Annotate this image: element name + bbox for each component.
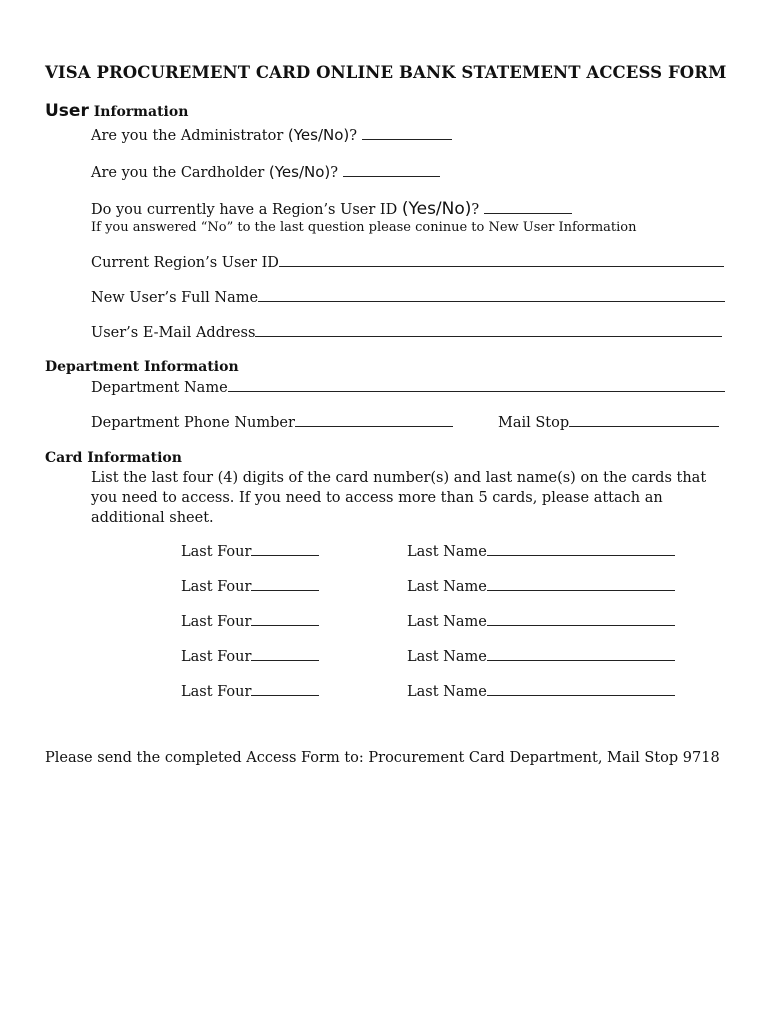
user-section-title-first: User [45,101,89,121]
admin-question-suffix: ? [349,128,362,144]
dept-name-field[interactable] [228,379,725,392]
current-user-id-field[interactable] [279,254,724,267]
cardholder-question [91,163,440,181]
region-question [91,199,572,219]
last-four-label: Last Four [181,544,252,560]
last-name-label: Last Name [407,649,487,665]
card-section-title: Card Information [45,450,182,466]
cardholder-question-text: Are you the Cardholder [91,165,269,181]
admin-question-text: Are you the Administrator [91,128,288,144]
card-row [181,648,319,665]
card-row [181,543,319,560]
last-name-field[interactable] [487,578,675,591]
current-user-id-row [91,254,724,271]
dept-name-row [91,379,725,396]
last-four-label: Last Four [181,579,252,595]
region-note: If you answered “No” to the last question please coninue to New User Information [91,220,637,235]
dept-phone-row [91,414,453,431]
card-row [181,613,319,630]
last-name-label: Last Name [407,579,487,595]
cardholder-answer-field[interactable] [343,164,440,177]
admin-yesno: (Yes/No) [287,126,350,144]
mail-stop-label: Mail Stop [498,415,570,431]
last-name-field[interactable] [487,613,675,626]
card-row [407,578,675,595]
last-name-label: Last Name [407,614,487,630]
card-row [181,683,319,700]
last-name-field[interactable] [487,648,675,661]
full-name-label: New User’s Full Name [91,290,259,306]
email-row [91,324,722,341]
user-section-title-rest: Information [88,104,189,120]
region-answer-field[interactable] [484,201,572,214]
last-four-field[interactable] [251,683,319,696]
last-four-field[interactable] [251,578,319,591]
mail-stop-row [498,414,719,431]
admin-answer-field[interactable] [362,127,452,140]
card-row [181,578,319,595]
last-four-field[interactable] [251,543,319,556]
card-row [407,543,675,560]
email-label: User’s E-Mail Address [91,325,256,341]
card-instructions: List the last four (4) digits of the card number(s) and last name(s) on the cards that you need to access. If you need to access more than 5 cards, please attach an additional sheet. [91,470,707,526]
last-name-label: Last Name [407,684,487,700]
form-title: VISA PROCUREMENT CARD ONLINE BANK STATEMENT ACCESS FORM [45,63,727,82]
card-row [407,613,675,630]
current-user-id-label: Current Region’s User ID [91,255,279,271]
last-name-field[interactable] [487,683,675,696]
last-four-field[interactable] [251,613,319,626]
region-yesno: (Yes/No) [401,199,472,219]
footer-instructions: Please send the completed Access Form to: Procurement Card Department, Mail Stop 9718 [45,750,720,766]
cardholder-yesno: (Yes/No) [268,163,331,181]
card-row [407,683,675,700]
full-name-field[interactable] [258,289,725,302]
card-row [407,648,675,665]
last-name-label: Last Name [407,544,487,560]
user-section-heading [45,101,188,121]
region-question-text: Do you currently have a Region’s User ID [91,202,402,218]
last-four-label: Last Four [181,649,252,665]
mail-stop-field[interactable] [569,414,719,427]
last-name-field[interactable] [487,543,675,556]
last-four-label: Last Four [181,614,252,630]
email-field[interactable] [255,324,722,337]
last-four-label: Last Four [181,684,252,700]
full-name-row [91,289,725,306]
admin-question [91,126,452,144]
cardholder-question-suffix: ? [330,165,343,181]
last-four-field[interactable] [251,648,319,661]
dept-name-label: Department Name [91,380,228,396]
dept-phone-field[interactable] [295,414,453,427]
dept-phone-label: Department Phone Number [91,415,295,431]
region-question-suffix: ? [471,202,484,218]
department-section-title: Department Information [45,359,239,375]
